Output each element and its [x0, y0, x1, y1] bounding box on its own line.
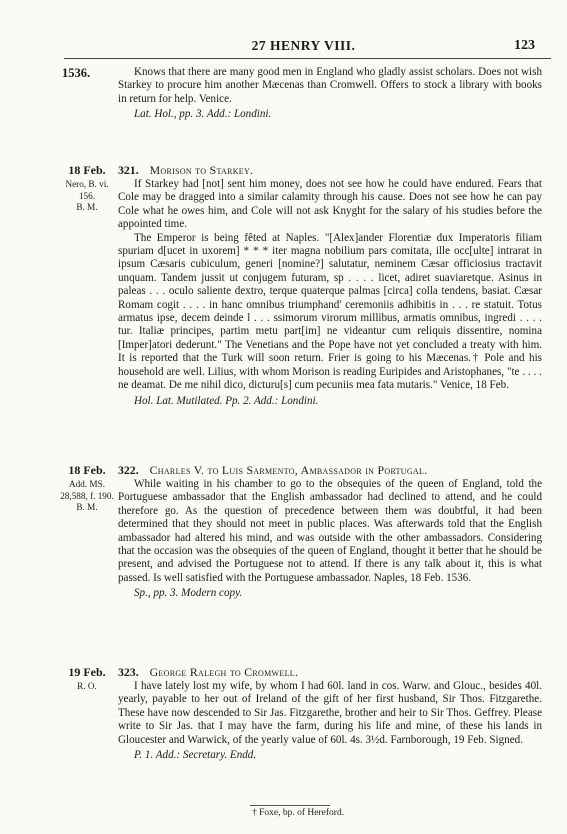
entry-date: 18 Feb.	[68, 463, 106, 477]
entry-paragraph: I have lately lost my wife, by whom I had 60l. land in cos. Warw. and Glouc., besides 40l. yearly, payable to her out of Ireland of the gift of her first husband, Sir Thos. Fitzgarethe. These have now descended to Sir Jas. Fitzgarethe, brother and heir to Sir Thos. Geffrey. Please write to Sir Jas. that I may have the farm, during his life and mine, of these his lands in Gloucester and Warwick, of the yearly value of 60l. 4s. 3½d. Farnborough, 19 Feb. Signed.	[118, 680, 542, 746]
entry-322	[118, 463, 542, 601]
source-ref: B. M.	[76, 202, 98, 212]
source-ref: 28,588, f. 190.	[60, 490, 114, 501]
source-ref: B. M.	[76, 502, 98, 512]
footnote: † Foxe, bp. of Hereford.	[252, 808, 345, 818]
entry-paragraph: The Emperor is being fêted at Naples. "[Alex]ander Florentiæ dux Imperatoris filiam spuriam d[ucet in uxorem] * * * iter magna nobilium pars comitata, ille occ[ulte] intrarat in ipsum Cæsaris cubiculum, generi [nomine?] salutatur, neminem Cæsar officiosius tractavit unquam. Tandem jussit ut conjugem futuram, sp . . . . licet, adiret suaviaretque. Asinus in paleas . . . oculo saliente dextro, terque quaterque palmas [circa] colla tendens, basiat. Cæsar Romam cogit . . . . in hanc omnibus triumphand' ceremoniis adhibitis in . . . re statuit. Totus armatus ipse, decem deinde l . . . ssimorum virorum millibus, armatis omnibus, ingredi . . . . tur. Italiæ principes, partim metu part[im] ne videantur cum reliquis dissentire, nomina [Imper]atori dederunt." The Venetians and the Pope have not yet concluded a treaty with him. It is reported that the Turk will soon return. Frier is going to his Mæcenas.† Pole and his household are well. Lilius, with whom Morison is reading Euripides and Aristophanes, "te . . . . ne deamat. De me nihil dico, dicturu[s] cum pecuniis mea fata mutaris." Venice, 18 Feb.	[118, 231, 542, 392]
intro-paragraph: Knows that there are many good men in England who gladly assist scholars. Does not wish Starkey to procure him another Mæcenas than Cromwell. Offers to stock a library with books in return for help. Venice.	[118, 66, 542, 105]
entry-date: 19 Feb.	[68, 665, 106, 679]
entry-322-margin	[56, 463, 118, 514]
entry-date: 18 Feb.	[68, 163, 106, 177]
running-header	[64, 38, 543, 58]
footnote-rule	[250, 805, 330, 806]
entry-number: 322.	[118, 463, 139, 477]
entry-source: P. 1. Add.: Secretary. Endd.	[134, 749, 257, 762]
entry-heading	[118, 163, 542, 177]
intro-source: Lat. Hol., pp. 3. Add.: Londini.	[134, 108, 272, 121]
entry-heading	[118, 665, 542, 679]
entry-number: 323.	[118, 665, 139, 679]
entry-323	[118, 665, 542, 762]
intro-block	[118, 66, 542, 122]
source-ref: R. O.	[77, 681, 97, 691]
entry-source: Sp., pp. 3. Modern copy.	[134, 587, 243, 600]
year-marker: 1536.	[62, 66, 91, 80]
entry-paragraph: If Starkey had [not] sent him money, does not see how he could have endured. Fears that Cole may be dragged into a similar calamity through his cause. Does not see how he can pay Cole what he owes him, and Cole will not ask Knyght for the salary of his studies before the appointed time.	[118, 178, 542, 231]
entry-321-margin	[56, 163, 118, 214]
source-ref: Add. MS.	[69, 479, 105, 489]
page-number: 123	[514, 38, 535, 53]
entry-title: George Ralegh to Cromwell.	[149, 665, 299, 679]
entry-323-margin	[56, 665, 118, 693]
entry-number: 321.	[118, 163, 139, 177]
entry-source: Hol. Lat. Mutilated. Pp. 2. Add.: Londini.	[134, 394, 319, 407]
entry-321	[118, 163, 542, 408]
entry-title: Charles V. to Luis Sarmento, Ambassador in Portugal.	[149, 463, 428, 477]
header-rule	[64, 58, 551, 59]
source-ref: 156.	[78, 190, 96, 201]
running-title: 27 HENRY VIII.	[251, 38, 356, 53]
entry-heading	[118, 463, 542, 477]
source-ref: Nero, B. vi.	[65, 179, 109, 189]
entry-title: Morison to Starkey.	[149, 163, 254, 177]
entry-paragraph: While waiting in his chamber to go to the obsequies of the queen of England, told the Portuguese ambassador that the English ambassador had declined to attend, and he could therefore go. As the question of precedence between them was doubtful, it had been determined that they should not meet in public places. Was afterwards told that the English ambassador had altered his mind, and was outside with the other ambassadors. Considering that the occasion was the obsequies of the queen of England, thought it better that he should be present, and advised the Portuguese not to attend. If there is any talk about it, this is what passed. Is well satisfied with the Portuguese ambassador. Naples, 18 Feb. 1536.	[118, 478, 542, 584]
